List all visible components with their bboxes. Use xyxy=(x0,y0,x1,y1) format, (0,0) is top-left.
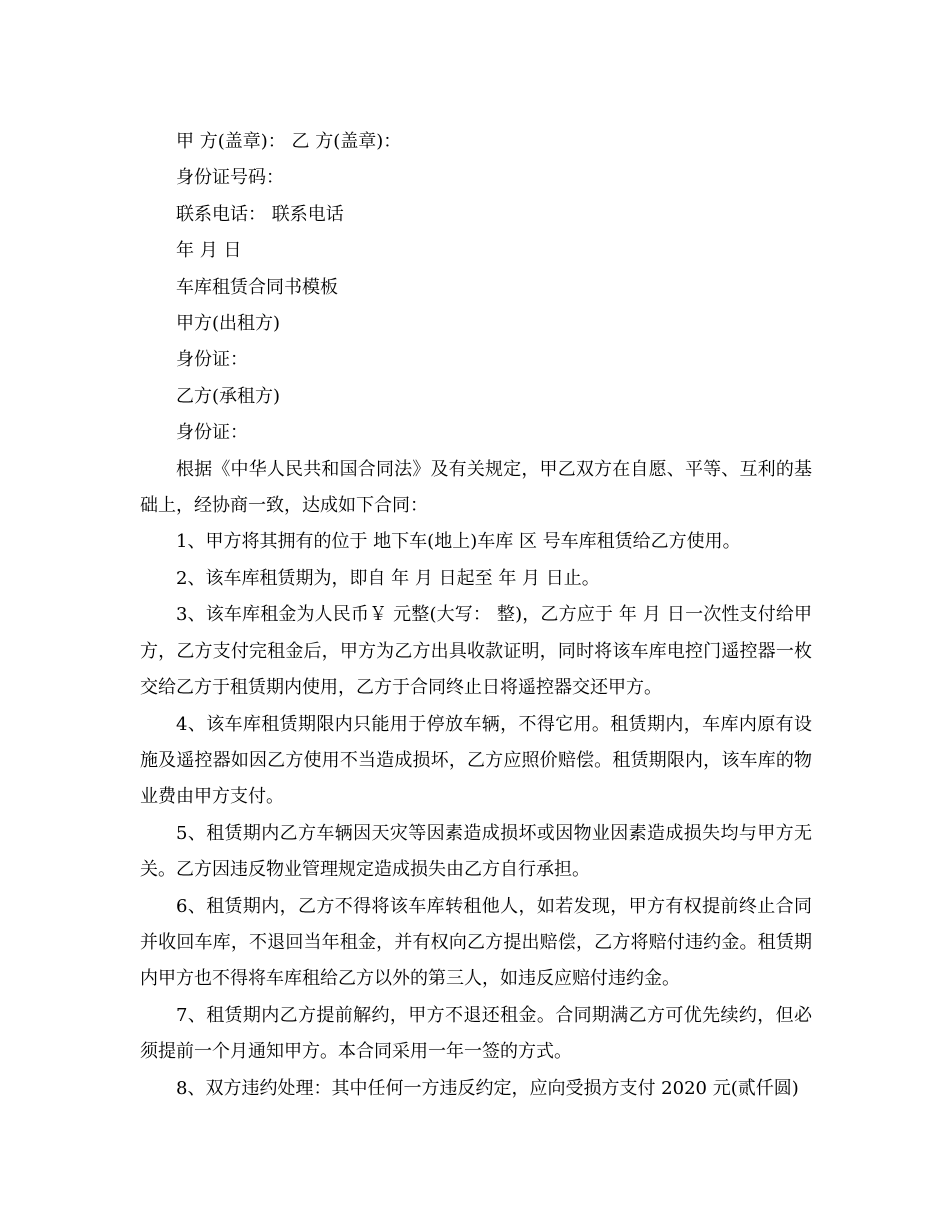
clause-3: 3、该车库租金为人民币￥ 元整(大写： 整)，乙方应于 年 月 日一次性支付给甲方，乙方支付完租金后，甲方为乙方出具收款证明，同时将该车库电控门遥控器一枚交给乙方于租赁期内使用，乙方于合同终止日将遥控器交还甲方。 xyxy=(140,604,812,699)
party-b-id-line: 身份证： xyxy=(176,422,248,444)
clause-7: 7、租赁期内乙方提前解约，甲方不退还租金。合同期满乙方可优先续约，但必须提前一个月通知甲方。本合同采用一年一签的方式。 xyxy=(140,1004,812,1063)
clause-8: 8、双方违约处理：其中任何一方违反约定，应向受损方支付 2020 元(贰仟圆) xyxy=(176,1077,799,1099)
id-number-line: 身份证号码： xyxy=(176,167,284,189)
clause-5: 5、租赁期内乙方车辆因天灾等因素造成损坏或因物业因素造成损失均与甲方无关。乙方因违反物业管理规定造成损失由乙方自行承担。 xyxy=(140,822,812,881)
clause-2: 2、该车库租赁期为，即自 年 月 日起至 年 月 日止。 xyxy=(176,567,600,589)
clause-6: 6、租赁期内，乙方不得将该车库转租他人，如若发现，甲方有权提前终止合同并收回车库，不退回当年租金，并有权向乙方提出赔偿，乙方将赔付违约金。租赁期内甲方也不得将车库租给乙方以外的第三人，如违反应赔付违约金。 xyxy=(140,895,812,990)
party-a-id-line: 身份证： xyxy=(176,349,248,371)
clause-1: 1、甲方将其拥有的位于 地下车(地上)车库 区 号车库租赁给乙方使用。 xyxy=(176,531,741,553)
date-line: 年 月 日 xyxy=(176,240,242,262)
document-body xyxy=(140,124,812,1107)
clause-4: 4、该车库租赁期限内只能用于停放车辆，不得它用。租赁期内，车库内原有设施及遥控器如因乙方使用不当造成损坏，乙方应照价赔偿。租赁期限内，该车库的物业费由甲方支付。 xyxy=(140,713,812,808)
party-a-line: 甲方(出租方) xyxy=(176,313,281,335)
phone-line: 联系电话： 联系电话 xyxy=(176,203,344,225)
preamble-paragraph: 根据《中华人民共和国合同法》及有关规定，甲乙双方在自愿、平等、互利的基础上，经协商一致，达成如下合同： xyxy=(140,458,812,517)
party-b-line: 乙方(承租方) xyxy=(176,385,281,407)
signature-line-parties: 甲 方(盖章)： 乙 方(盖章)： xyxy=(176,131,402,152)
document-title: 车库租赁合同书模板 xyxy=(176,276,338,298)
